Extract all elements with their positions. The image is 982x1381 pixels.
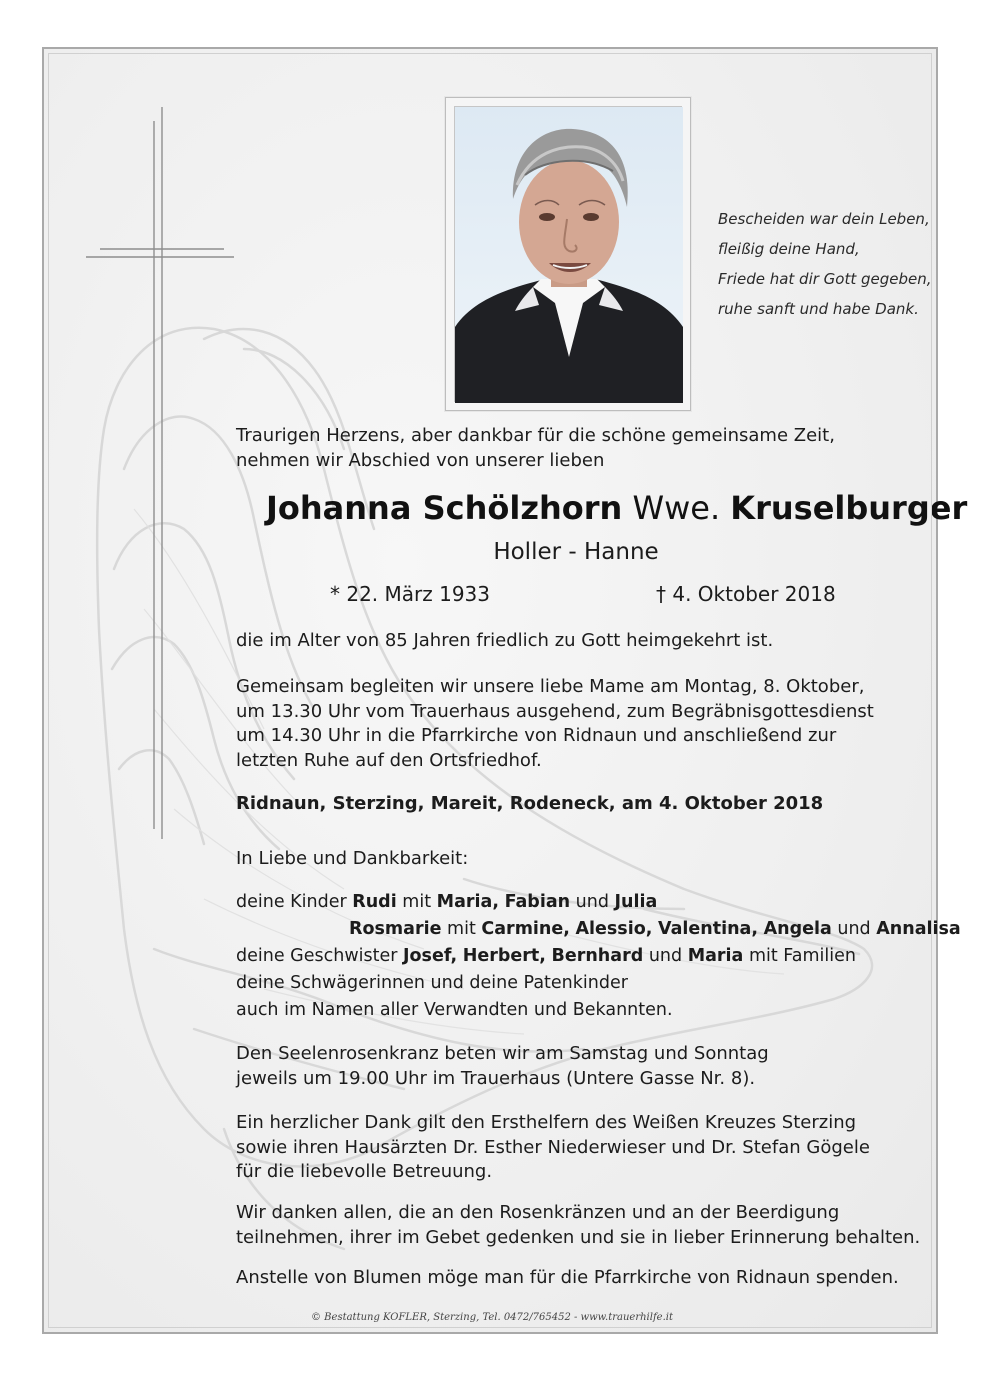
deceased-name [266,489,968,527]
portrait-photo [454,106,682,402]
family-list [236,889,961,1024]
flowers-text: Anstelle von Blumen möge man für die Pfarrkirche von Ridnaun spenden. [236,1267,899,1288]
poem-line: ruhe sanft und habe Dank. [718,300,919,318]
family-siblings: deine Geschwister Josef, Herbert, Bernhard und Maria mit Familien [236,946,856,966]
nickname: Holler - Hanne [493,539,659,565]
family-children: deine Kinder Rudi mit Maria, Fabian und Julia [236,892,658,912]
name-middle: Wwe. [632,489,721,527]
name-last: Kruselburger [730,489,968,527]
portrait-illustration [455,107,683,403]
place-date: Ridnaun, Sterzing, Mareit, Rodeneck, am 4. Oktober 2018 [236,793,824,814]
family-inlaws: deine Schwägerinnen und deine Patenkinder [236,973,628,993]
age-text: die im Alter von 85 Jahren friedlich zu Gott heimgekehrt ist. [236,630,774,651]
death-date: † 4. Oktober 2018 [656,582,836,606]
birth-date: * 22. März 1933 [330,582,491,606]
name-first: Johanna Schölzhorn [266,489,623,527]
family-children-2: Rosmarie mit Carmine, Alessio, Valentina, Angela und Annalisa [349,919,961,939]
thanks-text: Ein herzlicher Dank gilt den Ersthelfern des Weißen Kreuzes Sterzing sowie ihren Hausärzten Dr. Esther Niederwieser und Dr. Stefan Gögele für die liebevolle Betreuung. [236,1112,870,1182]
portrait-frame [445,97,691,411]
obituary-card [42,47,968,1334]
funeral-text: Gemeinsam begleiten wir unsere liebe Mame am Montag, 8. Oktober, um 13.30 Uhr vom Trauerhaus ausgehend, zum Begräbnisgottesdienst um 14.30 Uhr in die Pfarrkirche von Ridnaun und anschließend zur letzten Ruhe auf den Ortsfriedhof. [236,676,874,771]
love-line: In Liebe und Dankbarkeit: [236,848,469,869]
poem [718,204,933,324]
family-relatives: auch im Namen aller Verwandten und Bekannten. [236,1000,673,1020]
poem-line: fleißig deine Hand, [718,240,860,258]
poem-line: Bescheiden war dein Leben, [718,210,930,228]
intro-text: Traurigen Herzens, aber dankbar für die schöne gemeinsame Zeit, nehmen wir Abschied von unserer lieben [236,425,835,471]
thanks-all-text: Wir danken allen, die an den Rosenkränzen und an der Beerdigung teilnehmen, ihrer im Gebet gedenken und sie in lieber Erinnerung behalten. [236,1202,921,1248]
rosary-text: Den Seelenrosenkranz beten wir am Samstag und Sonntag jeweils um 19.00 Uhr im Trauerhaus (Untere Gasse Nr. 8). [236,1043,769,1089]
poem-line: Friede hat dir Gott gegeben, [718,270,932,288]
footer-credit: © Bestattung KOFLER, Sterzing, Tel. 0472/765452 - www.trauerhilfe.it [311,1312,673,1323]
